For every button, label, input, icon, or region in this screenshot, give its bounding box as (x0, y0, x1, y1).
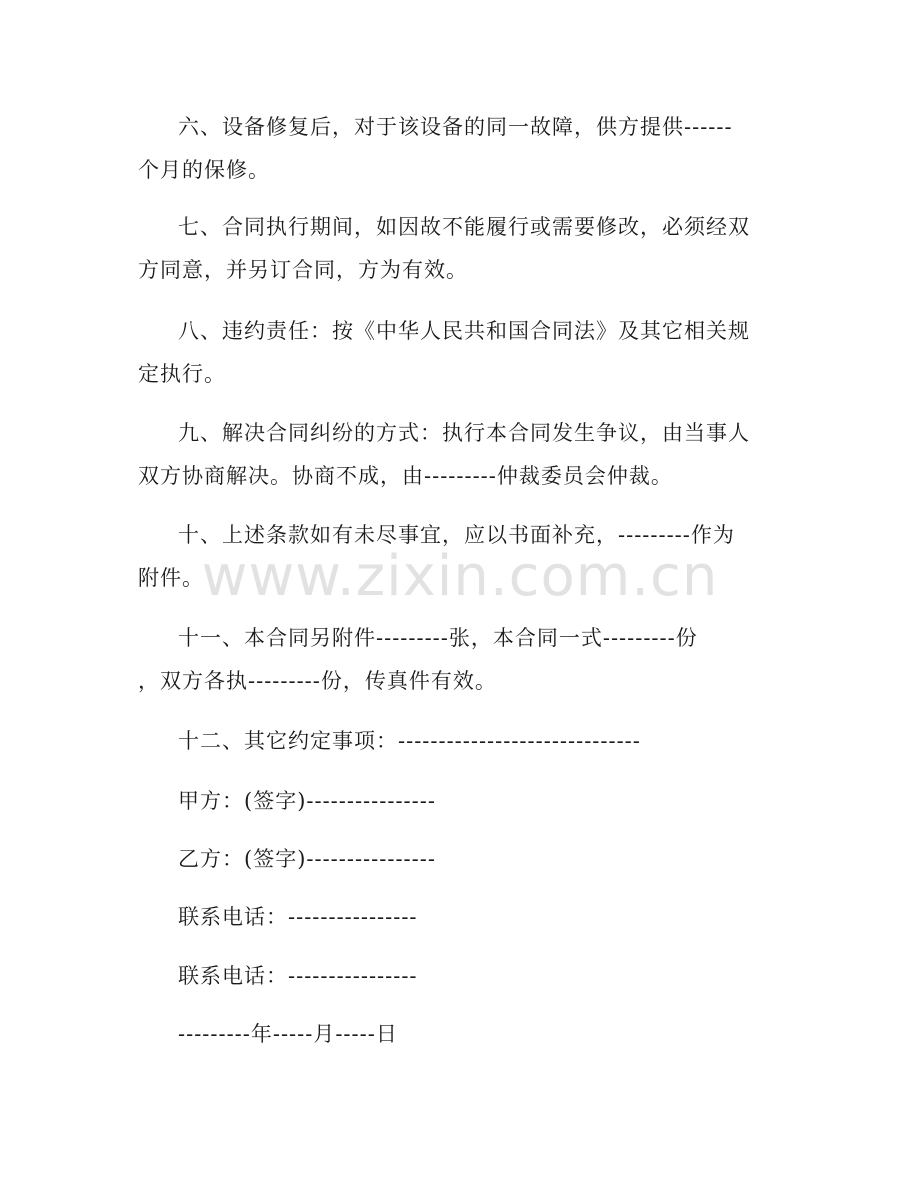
clause-7 (138, 206, 778, 292)
clause-7-line-1: 七、合同执行期间，如因故不能履行或需要修改，必须经双 (178, 215, 750, 239)
clause-8-line-2: 定执行。 (138, 362, 226, 386)
clause-9-line-2: 双方协商解决。协商不成，由---------仲裁委员会仲裁。 (138, 464, 673, 488)
clause-11-line-1: 十一、本合同另附件---------张，本合同一式---------份 (178, 626, 698, 650)
clause-9 (138, 412, 778, 498)
clause-6-line-1: 六、设备修复后，对于该设备的同一故障，供方提供------ (178, 115, 733, 139)
clause-8-line-1: 八、违约责任：按《中华人民共和国合同法》及其它相关规 (178, 319, 750, 343)
clause-11 (138, 617, 778, 703)
party-b-signature: 乙方：(签字)---------------- (178, 847, 436, 871)
party-a-phone: 联系电话：---------------- (178, 905, 418, 929)
clause-10-line-1: 十、上述条款如有未尽事宜，应以书面补充，---------作为 (178, 523, 735, 547)
watermark: www.zixin.com.cn (201, 544, 719, 609)
clause-10-line-2: 附件。 (138, 566, 204, 590)
clause-8 (138, 310, 778, 396)
clause-9-line-1: 九、解决合同纠纷的方式：执行本合同发生争议，由当事人 (178, 421, 750, 445)
party-a-signature: 甲方：(签字)---------------- (178, 789, 436, 813)
clause-11-line-2: ，双方各执---------份，传真件有效。 (138, 669, 497, 693)
clause-7-line-2: 方同意，并另订合同，方为有效。 (138, 258, 468, 282)
signing-date: ---------年-----月-----日 (178, 1022, 398, 1046)
clause-6-line-2: 个月的保修。 (138, 158, 270, 182)
clause-6 (138, 106, 778, 192)
party-b-phone: 联系电话：---------------- (178, 964, 418, 988)
clause-10 (138, 514, 778, 600)
clause-12-other-terms: 十二、其它约定事项：------------------------------ (178, 729, 641, 753)
